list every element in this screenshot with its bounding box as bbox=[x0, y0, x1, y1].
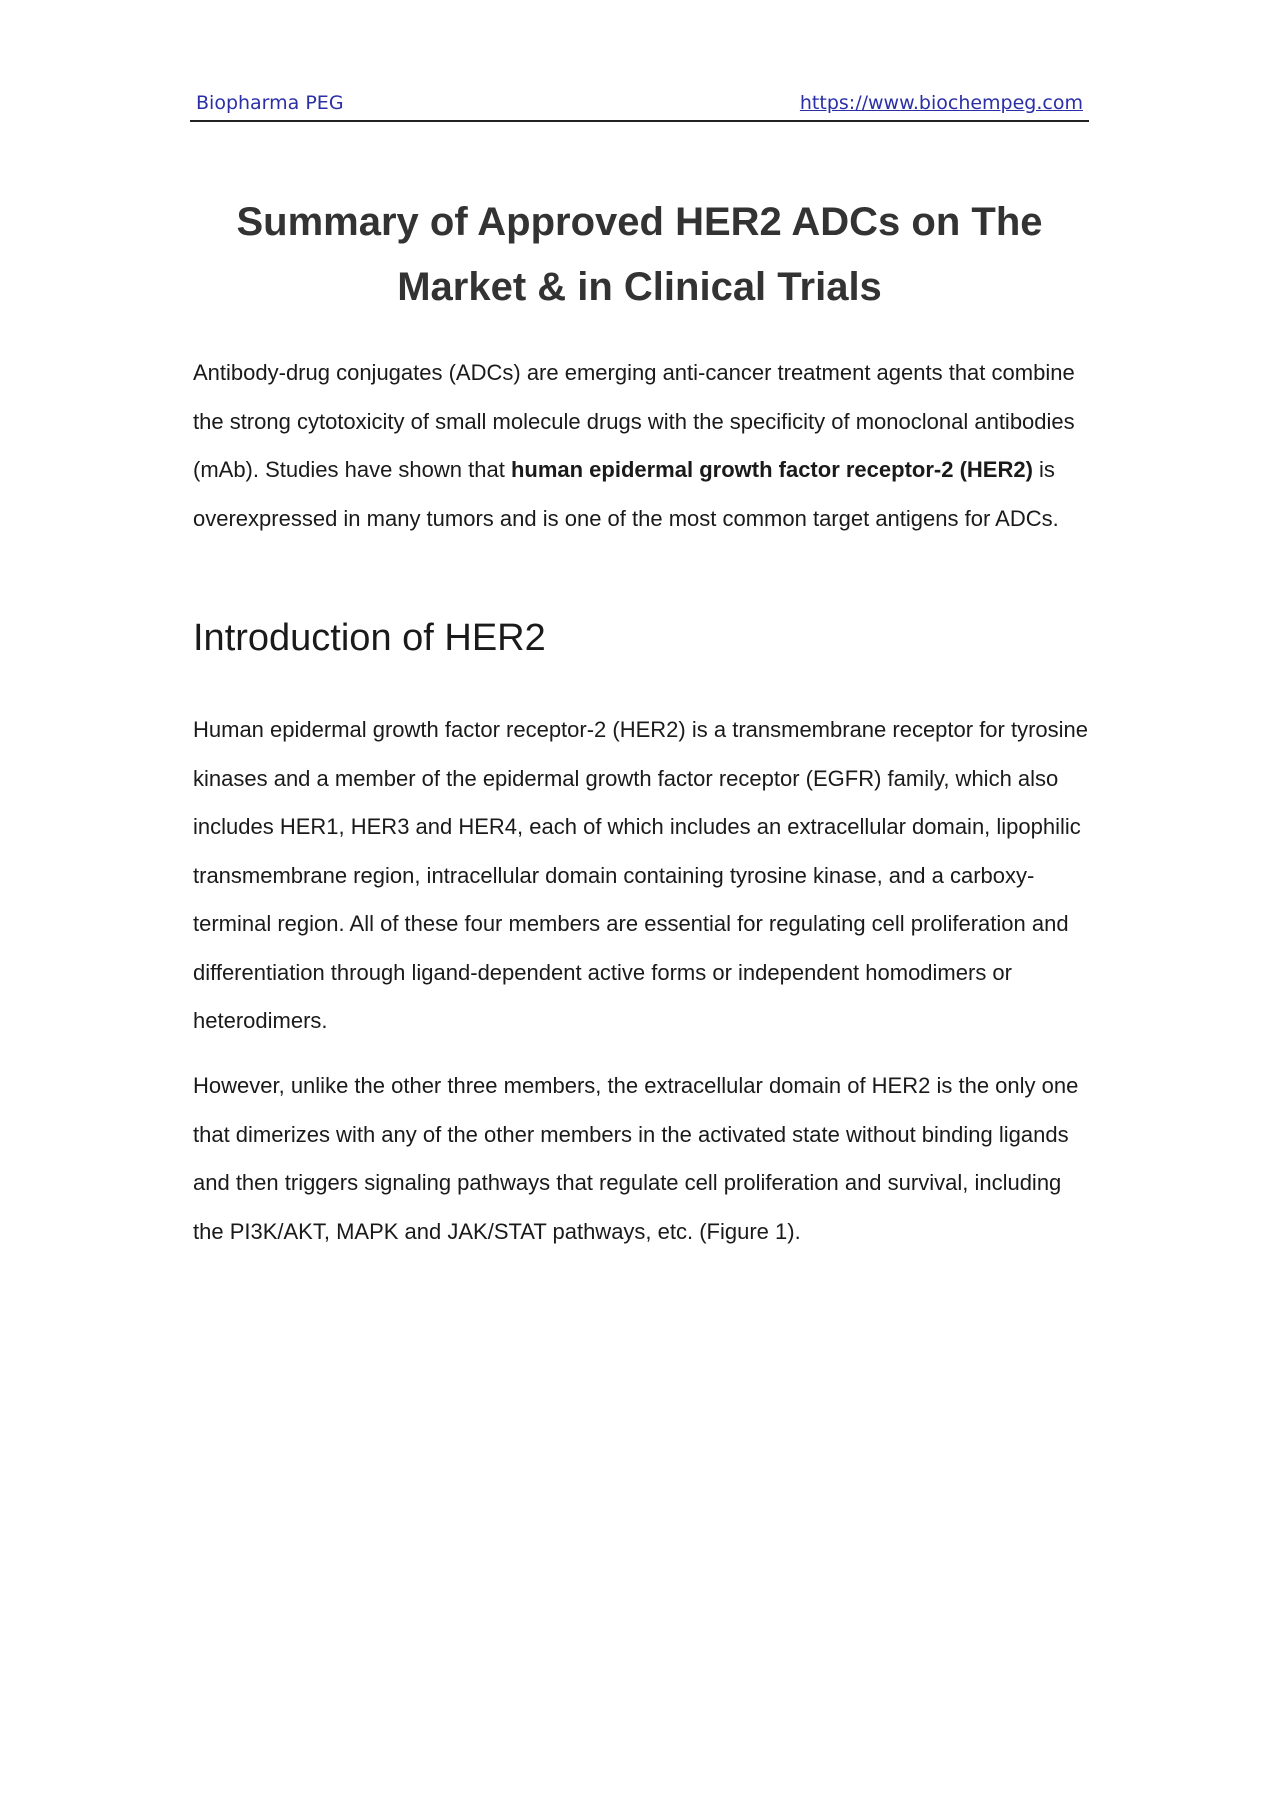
brand-name: Biopharma PEG bbox=[196, 92, 344, 114]
intro-text-end: is overexpressed in many tumors and is one of the most common target antigens for ADCs. bbox=[193, 457, 1059, 531]
section-heading: Introduction of HER2 bbox=[193, 617, 546, 659]
body-paragraph: Human epidermal growth factor receptor-2 (HER2) is a transmembrane receptor for tyrosine kinases and a member of the epidermal growth factor receptor (EGFR) family, which also includes HER1, HER3 and HER4, each of which includes an extracellular domain, lipophilic transmembrane region, intracellular domain containing tyrosine kinase, and a carboxy-terminal region. All of these four members are essential for regulating cell proliferation and differentiation through ligand-dependent active forms or independent homodimers or heterodimers. bbox=[193, 717, 1089, 1033]
website-link[interactable]: https://www.biochempeg.com bbox=[799, 92, 1083, 114]
page-header bbox=[190, 88, 1089, 122]
intro-bold-term: human epidermal growth factor receptor-2 (HER2) bbox=[510, 457, 1033, 482]
body-paragraph: However, unlike the other three members, the extracellular domain of HER2 is the only one that dimerizes with any of the other members in the activated state without binding ligands and then triggers signaling pathways that regulate cell proliferation and survival, including the PI3K/AKT, MAPK and JAK/STAT pathways, etc. (Figure 1). bbox=[193, 1073, 1079, 1244]
intro-paragraph bbox=[193, 349, 1093, 543]
page-title: Summary of Approved HER2 ADCs on The Market & in Clinical Trials bbox=[236, 200, 1043, 309]
intro-text-start: Antibody-drug conjugates (ADCs) are emerging anti-cancer treatment agents that combine the strong cytotoxicity of small molecule drugs with the specificity of monoclonal antibodies (mAb). Studies have shown that bbox=[193, 360, 1075, 482]
